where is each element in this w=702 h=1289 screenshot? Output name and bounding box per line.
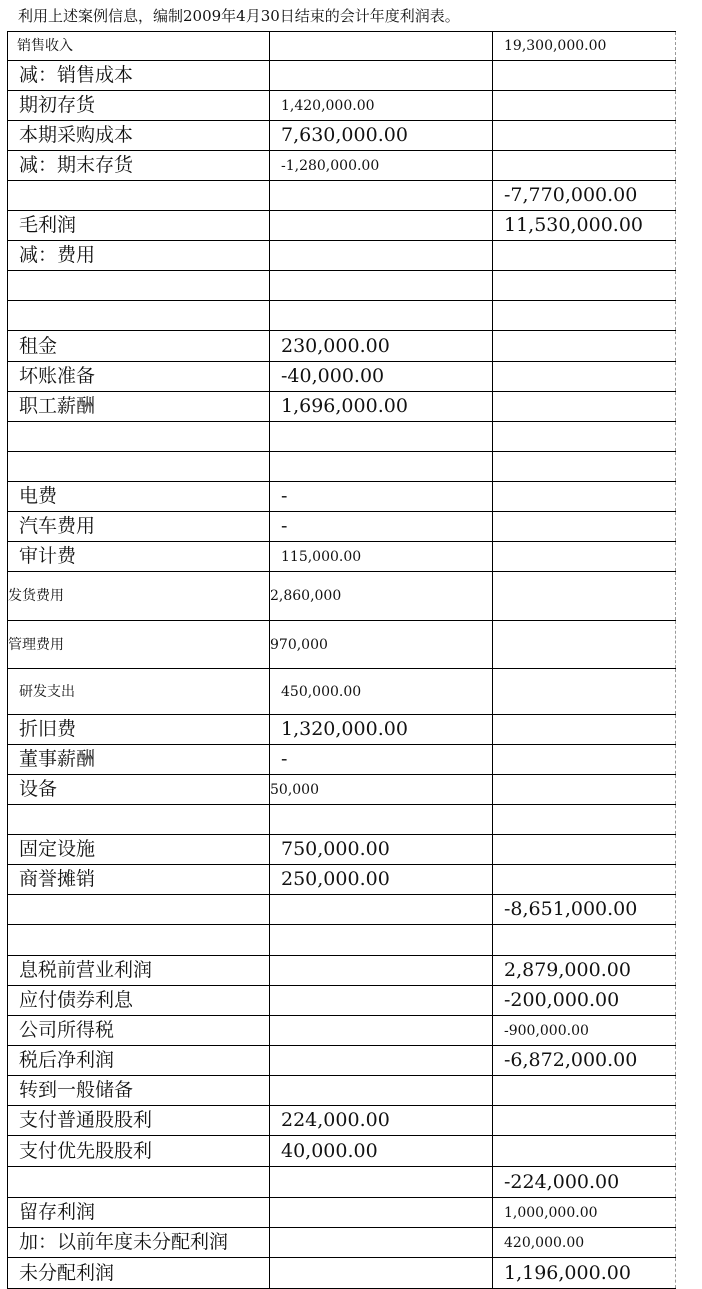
table-row: [8, 422, 676, 452]
table-row: [8, 621, 676, 669]
row-amount: 970,000: [270, 621, 493, 669]
row-label: [8, 925, 270, 956]
row-subtotal: [493, 482, 676, 512]
row-label: [8, 271, 270, 301]
row-label: 发货费用: [8, 572, 270, 621]
row-label: 董事薪酬: [8, 745, 270, 775]
row-subtotal: [493, 775, 676, 805]
row-label: 支付普通股股利: [8, 1106, 270, 1136]
row-amount: [270, 211, 493, 241]
table-row: [8, 865, 676, 895]
table-row: [8, 1167, 676, 1198]
row-subtotal: [493, 835, 676, 865]
row-subtotal: [493, 925, 676, 956]
table-row: [8, 121, 676, 151]
row-amount: 750,000.00: [270, 835, 493, 865]
table-row: [8, 331, 676, 362]
table-row: [8, 956, 676, 986]
row-label: 未分配利润: [8, 1258, 270, 1289]
row-label: 坏账准备: [8, 362, 270, 392]
table-row: [8, 482, 676, 512]
row-label: 电费: [8, 482, 270, 512]
table-row: [8, 542, 676, 572]
table-row: [8, 512, 676, 542]
table-row: [8, 986, 676, 1016]
row-amount: 7,630,000.00: [270, 121, 493, 151]
row-label: [8, 895, 270, 925]
table-row: [8, 301, 676, 331]
table-row: [8, 1106, 676, 1136]
row-subtotal: -6,872,000.00: [493, 1046, 676, 1076]
table-row: [8, 572, 676, 621]
row-amount: [270, 32, 493, 61]
table-row: [8, 211, 676, 241]
table-row: [8, 1228, 676, 1258]
row-amount: 1,420,000.00: [270, 91, 493, 121]
row-label: [8, 1167, 270, 1198]
row-label: [8, 301, 270, 331]
row-subtotal: [493, 301, 676, 331]
row-subtotal: [493, 362, 676, 392]
table-row: [8, 452, 676, 482]
row-label: 研发支出: [8, 669, 270, 715]
row-subtotal: 2,879,000.00: [493, 956, 676, 986]
row-amount: [270, 1167, 493, 1198]
row-subtotal: [493, 1106, 676, 1136]
row-subtotal: 19,300,000.00: [493, 32, 676, 61]
row-amount: [270, 1016, 493, 1046]
row-label: 汽车费用: [8, 512, 270, 542]
table-row: [8, 775, 676, 805]
table-row: [8, 362, 676, 392]
row-amount: [270, 986, 493, 1016]
table-row: [8, 32, 676, 61]
row-amount: 115,000.00: [270, 542, 493, 572]
row-subtotal: 1,196,000.00: [493, 1258, 676, 1289]
row-amount: 1,696,000.00: [270, 392, 493, 422]
row-label: 固定设施: [8, 835, 270, 865]
table-row: [8, 1016, 676, 1046]
row-amount: [270, 1198, 493, 1228]
row-subtotal: [493, 422, 676, 452]
row-subtotal: [493, 241, 676, 271]
table-row: [8, 91, 676, 121]
row-label: 息税前营业利润: [8, 956, 270, 986]
row-subtotal: [493, 542, 676, 572]
row-label: 应付债券利息: [8, 986, 270, 1016]
row-amount: 250,000.00: [270, 865, 493, 895]
row-label: 销售收入: [8, 32, 270, 61]
row-amount: [270, 1228, 493, 1258]
row-label: 留存利润: [8, 1198, 270, 1228]
row-amount: [270, 895, 493, 925]
table-row: [8, 925, 676, 956]
table-row: [8, 669, 676, 715]
row-label: 职工薪酬: [8, 392, 270, 422]
row-amount: [270, 61, 493, 91]
row-amount: [270, 1046, 493, 1076]
table-row: [8, 1136, 676, 1167]
row-amount: [270, 956, 493, 986]
row-amount: [270, 1076, 493, 1106]
row-label: 减：销售成本: [8, 61, 270, 91]
row-subtotal: [493, 331, 676, 362]
row-subtotal: [493, 1076, 676, 1106]
row-amount: 2,860,000: [270, 572, 493, 621]
row-amount: 40,000.00: [270, 1136, 493, 1167]
row-subtotal: [493, 1136, 676, 1167]
table-row: [8, 1198, 676, 1228]
row-label: 期初存货: [8, 91, 270, 121]
row-subtotal: [493, 121, 676, 151]
table-row: [8, 392, 676, 422]
row-amount: 50,000: [270, 775, 493, 805]
row-subtotal: [493, 151, 676, 181]
row-label: [8, 181, 270, 211]
row-amount: -40,000.00: [270, 362, 493, 392]
row-subtotal: [493, 392, 676, 422]
row-amount: -: [270, 745, 493, 775]
row-subtotal: [493, 621, 676, 669]
row-subtotal: [493, 805, 676, 835]
row-subtotal: [493, 572, 676, 621]
row-amount: -1,280,000.00: [270, 151, 493, 181]
row-amount: -: [270, 512, 493, 542]
row-label: 商誉摊销: [8, 865, 270, 895]
row-subtotal: -900,000.00: [493, 1016, 676, 1046]
row-subtotal: [493, 669, 676, 715]
table-row: [8, 1258, 676, 1289]
row-subtotal: [493, 745, 676, 775]
row-label: 设备: [8, 775, 270, 805]
instruction-text: 利用上述案例信息，编制2009年4月30日结束的会计年度利润表。: [18, 7, 460, 25]
row-amount: [270, 181, 493, 211]
row-subtotal: [493, 61, 676, 91]
table-row: [8, 1076, 676, 1106]
table-row: [8, 1046, 676, 1076]
table-row: [8, 745, 676, 775]
row-amount: [270, 925, 493, 956]
row-label: [8, 805, 270, 835]
row-label: 转到一般储备: [8, 1076, 270, 1106]
row-amount: [270, 452, 493, 482]
table-row: [8, 151, 676, 181]
row-label: 本期采购成本: [8, 121, 270, 151]
row-label: 租金: [8, 331, 270, 362]
row-amount: [270, 241, 493, 271]
row-subtotal: [493, 512, 676, 542]
table-row: [8, 835, 676, 865]
row-subtotal: -200,000.00: [493, 986, 676, 1016]
row-subtotal: 420,000.00: [493, 1228, 676, 1258]
row-subtotal: -8,651,000.00: [493, 895, 676, 925]
row-subtotal: [493, 865, 676, 895]
table-row: [8, 805, 676, 835]
row-label: 减：期末存货: [8, 151, 270, 181]
row-amount: -: [270, 482, 493, 512]
row-amount: 230,000.00: [270, 331, 493, 362]
row-label: 支付优先股股利: [8, 1136, 270, 1167]
row-amount: [270, 301, 493, 331]
row-label: [8, 452, 270, 482]
row-amount: 450,000.00: [270, 669, 493, 715]
row-subtotal: -7,770,000.00: [493, 181, 676, 211]
row-subtotal: [493, 715, 676, 745]
table-row: [8, 895, 676, 925]
row-amount: [270, 805, 493, 835]
row-label: [8, 422, 270, 452]
table-row: [8, 181, 676, 211]
table-row: [8, 61, 676, 91]
row-label: 折旧费: [8, 715, 270, 745]
row-label: 加：以前年度未分配利润: [8, 1228, 270, 1258]
table-row: [8, 241, 676, 271]
row-subtotal: [493, 271, 676, 301]
row-subtotal: 1,000,000.00: [493, 1198, 676, 1228]
row-label: 审计费: [8, 542, 270, 572]
row-amount: [270, 422, 493, 452]
row-amount: 224,000.00: [270, 1106, 493, 1136]
table-row: [8, 271, 676, 301]
row-amount: [270, 1258, 493, 1289]
row-label: 毛利润: [8, 211, 270, 241]
income-statement-table: [7, 31, 676, 1289]
row-subtotal: -224,000.00: [493, 1167, 676, 1198]
row-subtotal: [493, 452, 676, 482]
row-label: 减：费用: [8, 241, 270, 271]
row-label: 税后净利润: [8, 1046, 270, 1076]
table-row: [8, 715, 676, 745]
row-amount: [270, 271, 493, 301]
row-label: 管理费用: [8, 621, 270, 669]
row-amount: 1,320,000.00: [270, 715, 493, 745]
row-label: 公司所得税: [8, 1016, 270, 1046]
row-subtotal: 11,530,000.00: [493, 211, 676, 241]
row-subtotal: [493, 91, 676, 121]
